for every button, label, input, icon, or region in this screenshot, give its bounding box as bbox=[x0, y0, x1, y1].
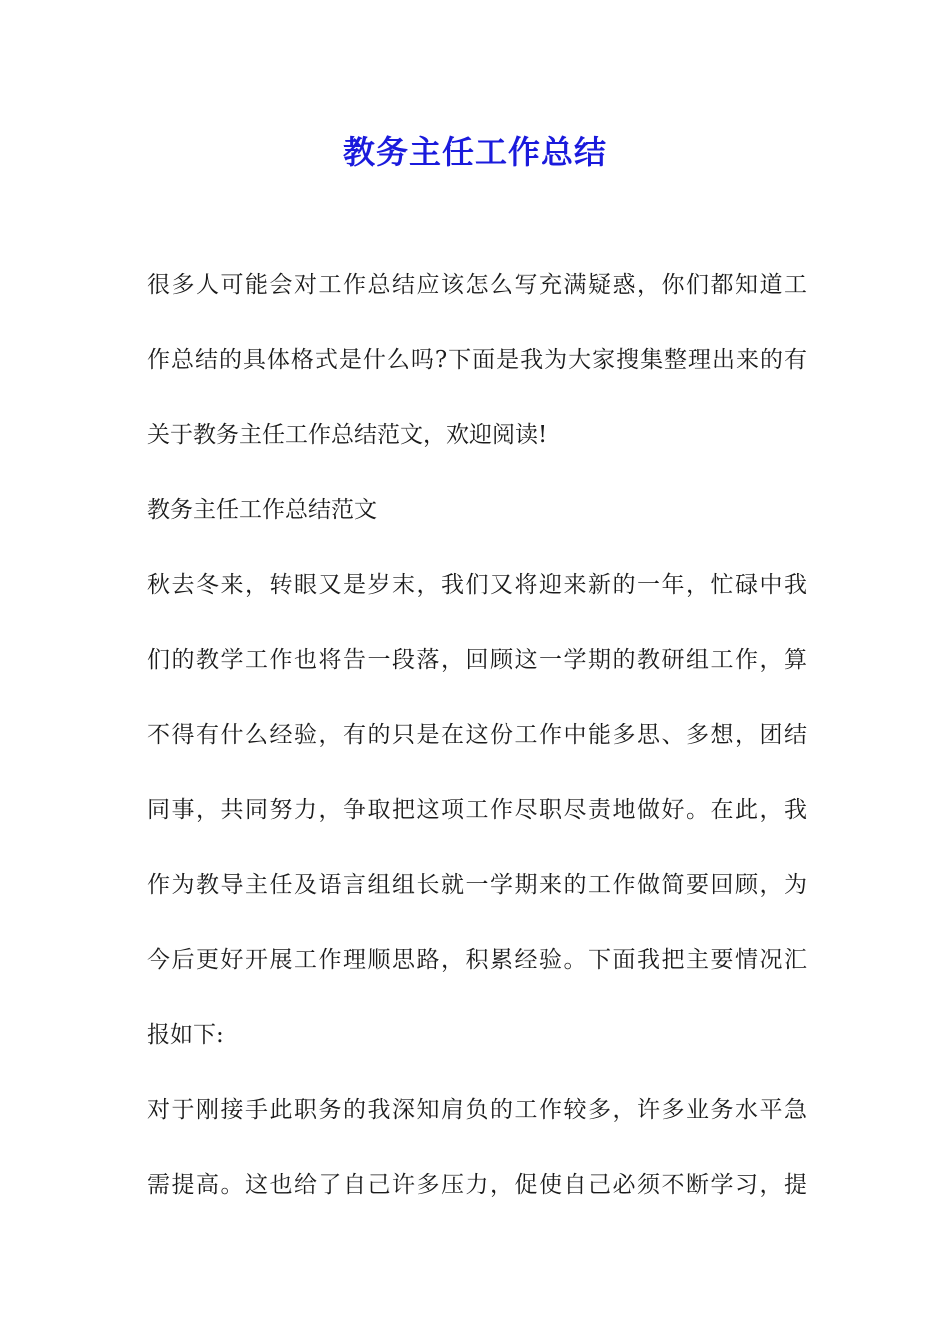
document-body bbox=[147, 263, 807, 1238]
body-line: 需提高。这也给了自己许多压力，促使自己必须不断学习，提 bbox=[147, 1172, 807, 1198]
document-title: 教务主任工作总结 bbox=[342, 133, 607, 171]
body-line: 报如下: bbox=[147, 1022, 224, 1048]
body-line: 对于刚接手此职务的我深知肩负的工作较多，许多业务水平急 bbox=[147, 1097, 807, 1123]
body-line: 很多人可能会对工作总结应该怎么写充满疑惑，你们都知道工 bbox=[147, 272, 807, 298]
body-line: 作为教导主任及语言组组长就一学期来的工作做简要回顾，为 bbox=[147, 872, 807, 898]
body-line: 们的教学工作也将告一段落，回顾这一学期的教研组工作，算 bbox=[147, 647, 807, 673]
body-line: 关于教务主任工作总结范文，欢迎阅读! bbox=[147, 422, 548, 448]
body-line: 同事，共同努力，争取把这项工作尽职尽责地做好。在此，我 bbox=[147, 797, 807, 823]
body-line: 作总结的具体格式是什么吗?下面是我为大家搜集整理出来的有 bbox=[147, 347, 807, 373]
body-line: 不得有什么经验，有的只是在这份工作中能多思、多想，团结 bbox=[147, 722, 807, 748]
body-line: 今后更好开展工作理顺思路，积累经验。下面我把主要情况汇 bbox=[147, 947, 807, 973]
body-line: 秋去冬来，转眼又是岁末，我们又将迎来新的一年，忙碌中我 bbox=[147, 572, 807, 598]
body-line: 教务主任工作总结范文 bbox=[147, 497, 377, 523]
